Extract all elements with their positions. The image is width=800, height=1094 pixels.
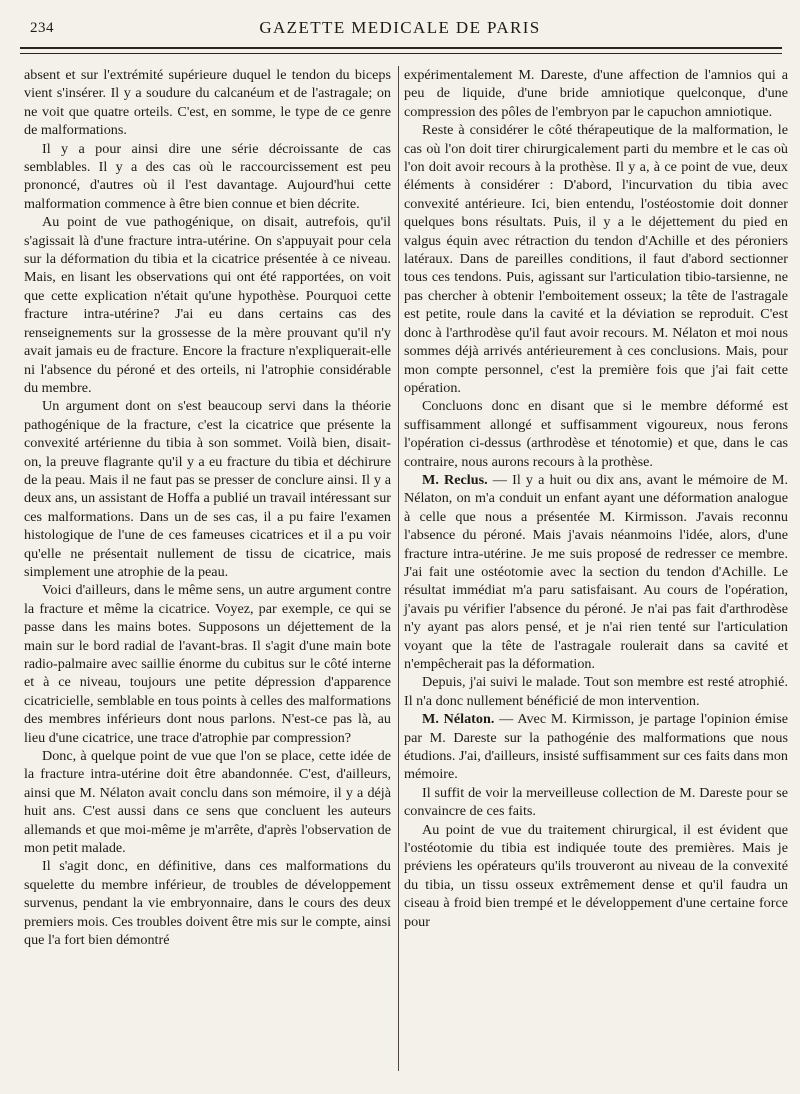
speaker-name: M. Nélaton. [422, 711, 495, 728]
header-rule [20, 47, 782, 49]
paragraph [404, 121, 788, 397]
paragraph-text: Il suffit de voir la merveilleuse collection de M. Dareste pour se convaincre de ces faits. [404, 784, 788, 820]
paragraph-text: Reste à considérer le côté thérapeutique de la malformation, le cas où l'on doit tirer chirurgicalement parti du membre et le cas où l'on doit avoir recours à la prothèse. Il y a, à ce point de vue, deux éléments à considérer : D'abord, l'incurvation du tibia avec convexité antérieure. Ici, bien entendu, l'ostéostomie doit donner quelques bons résultats. Puis, il y a le déjettement du pied en valgus équin avec rétraction du tendon d'Achille et des péroniers latéraux. Dans de pareilles conditions, il faut d'abord sectionner tous ces tendons. Puis, agissant sur l'articulation tibio-tarsienne, ne pas chercher à obtenir l'emboitement osseux; la tête de l'astragale est petite, roule dans la cavité et la déviation se reproduit. C'est donc à l'arthrodèse qu'il faut avoir recours. M. Nélaton et moi nous sommes déjà arrivés antérieurement à ces conclusions. Mais, pour mon compte personnel, c'est la première fois que j'ai fait cette opération. [404, 122, 788, 396]
paragraph [404, 471, 788, 673]
header-rule-thin [20, 53, 782, 54]
paragraph [404, 710, 788, 784]
right-column [402, 66, 788, 1074]
paragraph: Il y a pour ainsi dire une série décroissante de cas semblables. Il y a des cas où le raccourcissement est peu prononcé, d'autres où il l'est davantage. Aujourd'hui cette malformation commence à être bien connue et bien décrite. [24, 140, 391, 212]
paragraph-text: Depuis, j'ai suivi le malade. Tout son membre est resté atrophié. Il n'a donc nullement bénéficié de mon intervention. [404, 674, 788, 709]
paragraph: Au point de vue pathogénique, on disait, autrefois, qu'il s'agissait là d'une fracture intra-utérine. On s'appuyait pour cela sur la déformation du tibia et la cicatrice présentée à ce niveau. Mais, en lisant les observations qui ont été rapportées, on voit que cette explication n'était qu'une hypothèse. Pourquoi cette fracture intra-utérine? J'ai eu dans certains cas des renseignements sur la grossesse de la mère prouvant qu'il n'y avait jamais eu de fracture. Encore la fracture n'expliquerait-elle ni l'absence du péroné et des orteils, ni l'atrophie considérable du membre. [24, 214, 391, 396]
page-header [24, 14, 776, 44]
paragraph: Donc, à quelque point de vue que l'on se place, cette idée de la fracture intra-utérine doit être abandonnée. C'est, d'ailleurs, ainsi que M. Nélaton avait conclu dans son mémoire, il y a déjà huit ans. C'est aussi dans ce sens que concluent les auteurs allemands et que moi-même je m'arrête, d'après l'observation de mon petit malade. [24, 748, 391, 857]
paragraph: Il s'agit donc, en définitive, dans ces malformations du squelette du membre inférieur, de troubles de développement survenus, pendant la vie embryonnaire, dans le cours des deux premiers mois. Ces troubles doivent être mis sur le compte, ainsi que l'a fort bien démontré [24, 858, 391, 949]
paragraph: absent et sur l'extrémité supérieure duquel le tendon du biceps vient s'insérer. Il y a soudure du calcanéum et de l'astragale; on ne voit que quatre orteils. C'est, en somme, le type de ce genre de malformations. [24, 67, 391, 139]
paragraph-text: expérimentalement M. Dareste, d'une affection de l'amnios qui a peu de liquide, d'une bride amniotique quelconque, d'une compression des pôles de l'embryon par le capuchon amniotique. [404, 67, 788, 120]
running-title: GAZETTE MEDICALE DE PARIS [259, 18, 541, 37]
text-columns [24, 66, 790, 1074]
paragraph: Un argument dont on s'est beaucoup servi dans la théorie pathogénique de la fracture, c'est la cicatrice que présente la convexité artérienne du tibia à son sommet. Voilà bien, disait-on, la preuve flagrante qu'il y a eu fracture du tibia et déchirure de la peau. Mais il ne faut pas se presser de conclure ainsi. Il y a deux ans, un assistant de Hoffa a publié un travail intéressant sur ces malformations. Dans un de ses cas, il a pu faire l'examen histologique de l'une de ces fameuses cicatrices et il a pu voir qu'elle ne présentait nullement de tissu de cicatrice, mais simplement une atrophie de la peau. [24, 398, 391, 580]
paragraph-text: Concluons donc en disant que si le membre déformé est suffisamment allongé et suffisamment vigoureux, nous ferons l'opération ci-dessus (arthrodèse et ténotomie) et que, dans le cas contraire, nous aurons recours à la prothèse. [404, 398, 788, 470]
page-number: 234 [30, 20, 54, 36]
paragraph [404, 821, 788, 931]
paragraph [404, 784, 788, 821]
column-divider [398, 66, 399, 1071]
paragraph [404, 397, 788, 471]
paragraph-text: — Il y a huit ou dix ans, avant le mémoire de M. Nélaton, on m'a conduit un enfant ayant une déformation analogue à celle que nous a présentée M. Kirmisson. J'avais reconnu l'absence du péroné. Mais j'avais néanmoins l'idée, alors, d'une fracture intra-utérine. Je me suis proposé de redresser ce membre. J'ai fait une ostéotomie avec la section du tendon d'Achille. Le résultat immédiat m'a paru satisfaisant. Au cours de l'opération, j'avais pu vérifier l'absence du péroné. Je n'ai pas fait d'arthrodèse n'y ayant pas alors pensé, et je n'ai rien tenté sur l'articulation voyant que la tête de l'astragale roulerait dans sa cavité et n'empêcherait pas la déformation. [404, 471, 788, 672]
paragraph-text: Au point de vue du traitement chirurgical, il est évident que l'ostéotomie du tibia est indiquée toute des premières. Mais je préviens les opérateurs qu'ils trouveront au niveau de la convexité du tibia, un tissu osseux extrêmement dense et qu'il faudra un ciseau à froid bien trempé et le développement d'une certaine force pour [404, 821, 788, 930]
speaker-name: M. Reclus. [422, 471, 488, 488]
paragraph [404, 673, 788, 710]
paragraph-text: — Avec M. Kirmisson, je partage l'opinion émise par M. Dareste sur la pathogénie des malformations que nous étudions. J'ai, d'ailleurs, insisté suffisamment sur ces faits dans mon mémoire. [404, 711, 788, 783]
left-column [24, 66, 394, 1074]
paragraph: Voici d'ailleurs, dans le même sens, un autre argument contre la fracture et même la cicatrice. Voyez, par exemple, ce qui se passe dans les mains botes. Supposons un déjettement de la main sur le bord radial de l'avant-bras. Il s'agit d'une main bote radio-palmaire avec saillie énorme du cubitus sur le côté interne et à ce niveau, toujours une petite dépression d'apparence cicatricielle, semblable en tous points à celles des malformations des membres inférieurs dont nous parlons. N'est-ce pas là, au lieu d'une cicatrice, une trace d'atrophie par compression? [24, 582, 391, 746]
paragraph [404, 66, 788, 121]
